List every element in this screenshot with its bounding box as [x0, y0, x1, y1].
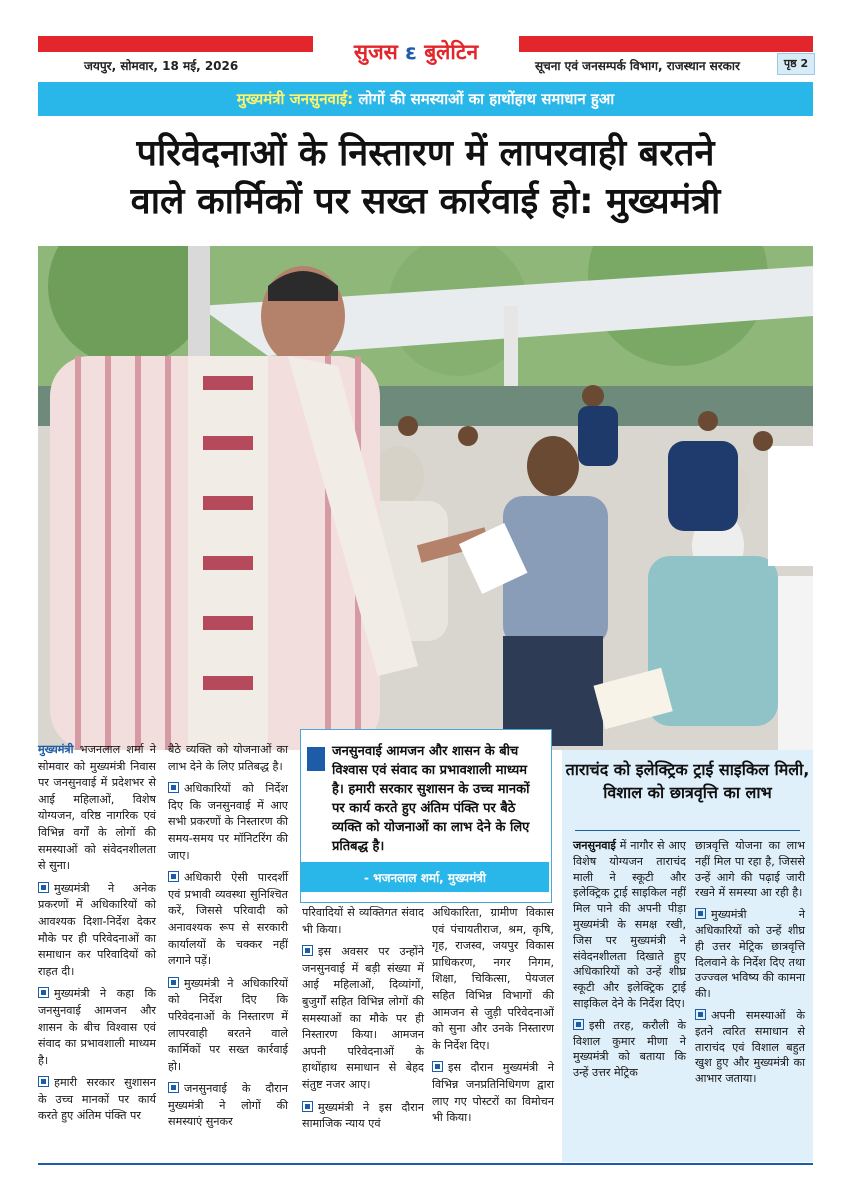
article-column-1 — [38, 742, 156, 1131]
paragraph-text: हमारी सरकार सुशासन के उच्च मानकों पर कार्य करते हुए अंतिम पंक्ति पर — [38, 1076, 156, 1123]
paragraph-text: मुख्यमंत्री ने अधिकारियों को निर्देश दिए कि परिवेदनाओं के निस्तारण में लापरवाही बरतने वाले कार्मिकों पर सख्त कार्रवाई हो। — [168, 976, 288, 1073]
bullet-square-icon — [695, 1009, 706, 1020]
paragraph-text: जनसुनवाई के दौरान मुख्यमंत्री ने लोगों की समस्याएं सुनकर — [168, 1082, 288, 1129]
dateline: जयपुर, सोमवार, 18 मई, 2026 — [84, 59, 239, 73]
bullet-square-icon — [168, 1082, 179, 1093]
sidebar-divider — [575, 830, 800, 831]
bullet-paragraph — [168, 976, 288, 1076]
footer-rule — [38, 1163, 813, 1165]
paragraph-lead: मुख्यमंत्री — [38, 743, 74, 756]
paragraph-lead: जनसुनवाई — [573, 839, 616, 852]
paragraph-text: अधिकारिता, ग्रामीण विकास एवं पंचायतीराज, श्रम, कृषि, गृह, राजस्व, जयपुर विकास प्राधिकरण, नगर निगम, शिक्षा, चिकित्सा, पेयजल सहित विभिन्न विभागों की आमजन से जुड़ी परिवेदनाओं को सुना और उनके निस्तारण के निर्देश दिए। — [432, 906, 554, 1052]
paragraph-text: बैठे व्यक्ति को योजनाओं का लाभ देने के लिए प्रतिबद्ध है। — [168, 743, 288, 773]
article-column-4 — [432, 905, 554, 1133]
paragraph-text: अपनी समस्याओं के इतने त्वरित समाधान से ताराचंद एवं विशाल बहुत खुश हुए और मुख्यमंत्री का आभार जताया। — [695, 1008, 805, 1086]
bullet-paragraph — [432, 1060, 554, 1126]
kicker-rest: लोगों की समस्याओं का हाथोंहाथ समाधान हुआ — [353, 90, 615, 108]
sidebar-column-2 — [695, 838, 805, 1093]
bullet-paragraph — [168, 1081, 288, 1131]
kicker-lead: मुख्यमंत्री जनसुनवाई: — [236, 90, 354, 108]
bullet-paragraph — [302, 944, 424, 1093]
paragraph-text: मुख्यमंत्री ने अधिकारियों को उन्हें शीघ्र ही उत्तर मेट्रिक छात्रवृत्ति दिलवाने के निर्देश दिए तथा उज्ज्वल भविष्य की कामना की। — [695, 908, 805, 1001]
paragraph-text: अधिकारी ऐसी पारदर्शी एवं प्रभावी व्यवस्था सुनिश्चित करें, जिससे परिवादी को अनावश्यक रूप से सरकारी कार्यालयों के चक्कर नहीं लगाने पड़ें। — [168, 871, 288, 968]
headline-line-1: परिवेदनाओं के निस्तारण में लापरवाही बरतने — [136, 133, 715, 174]
bullet-square-icon — [38, 987, 49, 998]
bullet-paragraph — [38, 986, 156, 1069]
logo-word-right: बुलेटिन — [424, 40, 479, 64]
bullet-paragraph — [168, 781, 288, 864]
bullet-square-icon — [302, 1101, 313, 1112]
bullet-square-icon — [695, 908, 706, 919]
paragraph-text: छात्रवृत्ति योजना का लाभ नहीं मिल पा रहा है, जिससे उन्हें आगे की पढ़ाई जारी रखने में समस्या आ रही है। — [695, 839, 805, 900]
department-name: सूचना एवं जनसम्पर्क विभाग, राजस्थान सरकार — [535, 59, 740, 73]
bullet-square-icon — [168, 782, 179, 793]
paragraph-text: भजनलाल शर्मा ने सोमवार को मुख्यमंत्री निवास पर जनसुनवाई में प्रदेशभर से आई महिलाओं, विशेष योग्यजन, वरिष्ठ नागरिक एवं विभिन्न वर्गों के लोगों की समस्याओं को संवेदनशीलता से सुना। — [38, 743, 156, 873]
bullet-square-icon — [168, 977, 179, 988]
page-number: पृष्ठ 2 — [777, 53, 815, 75]
article-column-3 — [302, 905, 424, 1139]
paragraph-text: मुख्यमंत्री ने इस दौरान सामाजिक न्याय एवं — [302, 1100, 424, 1131]
bullet-paragraph — [38, 881, 156, 981]
paragraph — [168, 742, 288, 775]
paragraph — [38, 742, 156, 875]
quote-signature: - भजनलाल शर्मा, मुख्यमंत्री — [364, 871, 486, 885]
bullet-square-icon — [38, 1076, 49, 1087]
sidebar-column-1 — [573, 838, 686, 1087]
bullet-square-icon — [573, 1019, 584, 1030]
bullet-paragraph — [695, 907, 805, 1002]
logo-word-left: सुजस — [353, 40, 398, 64]
paragraph-text: इस अवसर पर उन्होंने जनसुनवाई में बड़ी संख्या में आई महिलाओं, दिव्यांगों, बुजुर्गों सहित विभिन्न लोगों की समस्याओं का मौके पर ही निस्तारण किया। आमजन अपनी परिवेदनाओं के हाथोंहाथ समाधान से बेहद संतुष्ट नजर आए। — [302, 945, 424, 1091]
headline-line-2: वाले कार्मिकों पर सख्त कार्रवाई हो: मुख्यमंत्री — [130, 181, 721, 222]
paragraph-text: परिवादियों से व्यक्तिगत संवाद भी किया। — [302, 906, 424, 936]
bullet-paragraph — [168, 870, 288, 970]
bullet-paragraph — [695, 1008, 805, 1087]
quote-text: जनसुनवाई आमजन और शासन के बीच विश्वास एवं संवाद का प्रभावशाली माध्यम है। हमारी सरकार सुशासन के उच्च मानकों पर कार्य करते हुए अंतिम पंक्ति पर बैठे व्यक्ति को योजनाओं का लाभ देने के लिए प्रतिबद्ध है। — [332, 744, 530, 854]
article-column-2 — [168, 742, 288, 1137]
bullet-square-icon — [432, 1061, 443, 1072]
bullet-square-icon — [38, 882, 49, 893]
bullet-paragraph — [573, 1018, 686, 1081]
paragraph-text: अधिकारियों को निर्देश दिए कि जनसुनवाई में आए सभी प्रकरणों के निस्तारण की समय-समय पर मॉनिटरिंग की जाए। — [168, 782, 288, 862]
sujas-bulletin-logo — [313, 38, 519, 66]
quote-mark-icon — [307, 747, 325, 771]
bullet-square-icon — [302, 945, 313, 956]
bullet-square-icon — [168, 871, 179, 882]
paragraph-text: मुख्यमंत्री ने अनेक प्रकरणों में अधिकारियों को आवश्यक दिशा-निर्देश देकर मौके पर ही परिवेदनाओं का समाधान कर परिवादियों को राहत दी। — [38, 881, 156, 978]
paragraph — [302, 905, 424, 938]
kicker-text — [38, 89, 813, 109]
paragraph — [573, 838, 686, 1012]
paragraph-text: मुख्यमंत्री ने कहा कि जनसुनवाई आमजन और शासन के बीच विश्वास एवं संवाद का प्रभावशाली माध्यम है। — [38, 987, 156, 1067]
paragraph — [695, 838, 805, 901]
paragraph — [432, 905, 554, 1054]
paragraph-text: इसी तरह, करौली के विशाल कुमार मीणा ने मुख्यमंत्री को बताया कि उन्हें उत्तर मेट्रिक — [573, 1018, 686, 1080]
page-headline — [38, 130, 813, 226]
paragraph-text: इस दौरान मुख्यमंत्री ने विभिन्न जनप्रतिनिधिगण द्वारा लाए गए पोस्टरों का विमोचन भी किया। — [432, 1061, 554, 1125]
sidebar-title: ताराचंद को इलेक्ट्रिक ट्राई साइकिल मिली, विशाल को छात्रवृत्ति का लाभ — [565, 760, 810, 802]
paragraph-text: में नागौर से आए विशेष योग्यजन ताराचंद माली ने स्कूटी और इलेक्ट्रिक ट्राई साइकिल नहीं मिल पाने की अपनी पीड़ा मुख्यमंत्री के समक्ष रखी, जिस पर मुख्यमंत्री ने संवेदनशीलता दिखाते हुए अधिकारियों को उन्हें शीघ्र स्कूटी और इलेक्ट्रिक ट्राई साइकिल देने के निर्देश दिए। — [573, 839, 686, 1010]
logo-symbol: ε — [405, 40, 417, 64]
bullet-paragraph — [302, 1100, 424, 1133]
photo-illustration — [38, 246, 813, 750]
bullet-paragraph — [38, 1075, 156, 1125]
jansunwai-photo — [38, 246, 813, 750]
